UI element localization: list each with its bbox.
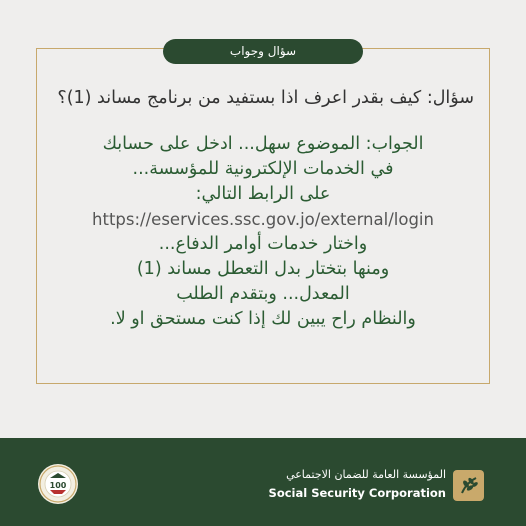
answer-line: المعدل... وبتقدم الطلب — [176, 284, 350, 304]
org-name-arabic: المؤسسة العامة للضمان الاجتماعي — [286, 468, 446, 481]
centennial-seal-icon — [38, 464, 78, 504]
answer-line: الجواب: الموضوع سهل... ادخل على حسابك — [102, 134, 424, 154]
ssc-logo-icon — [453, 470, 484, 501]
answer-line: على الرابط التالي: — [195, 184, 331, 204]
footer-bar — [0, 438, 526, 526]
qa-content — [52, 86, 474, 332]
answer-line: واختار خدمات أوامر الدفاع... — [158, 234, 368, 254]
answer-line: ومنها بتختار بدل التعطل مساند (1) — [136, 259, 390, 279]
qa-tag: سؤال وجواب — [163, 39, 363, 64]
answer-line: والنظام راح يبين لك إذا كنت مستحق او لا. — [110, 309, 416, 329]
eservices-link[interactable]: https://eservices.ssc.gov.jo/external/login — [92, 210, 434, 229]
answer-line: في الخدمات الإلكترونية للمؤسسة... — [132, 159, 394, 179]
seal-number: 100 — [49, 481, 67, 490]
answer-text — [52, 132, 474, 332]
question-text: سؤال: كيف بقدر اعرف اذا بستفيد من برنامج مساند (1)؟ — [57, 88, 474, 108]
org-name-english: Social Security Corporation — [268, 486, 446, 500]
